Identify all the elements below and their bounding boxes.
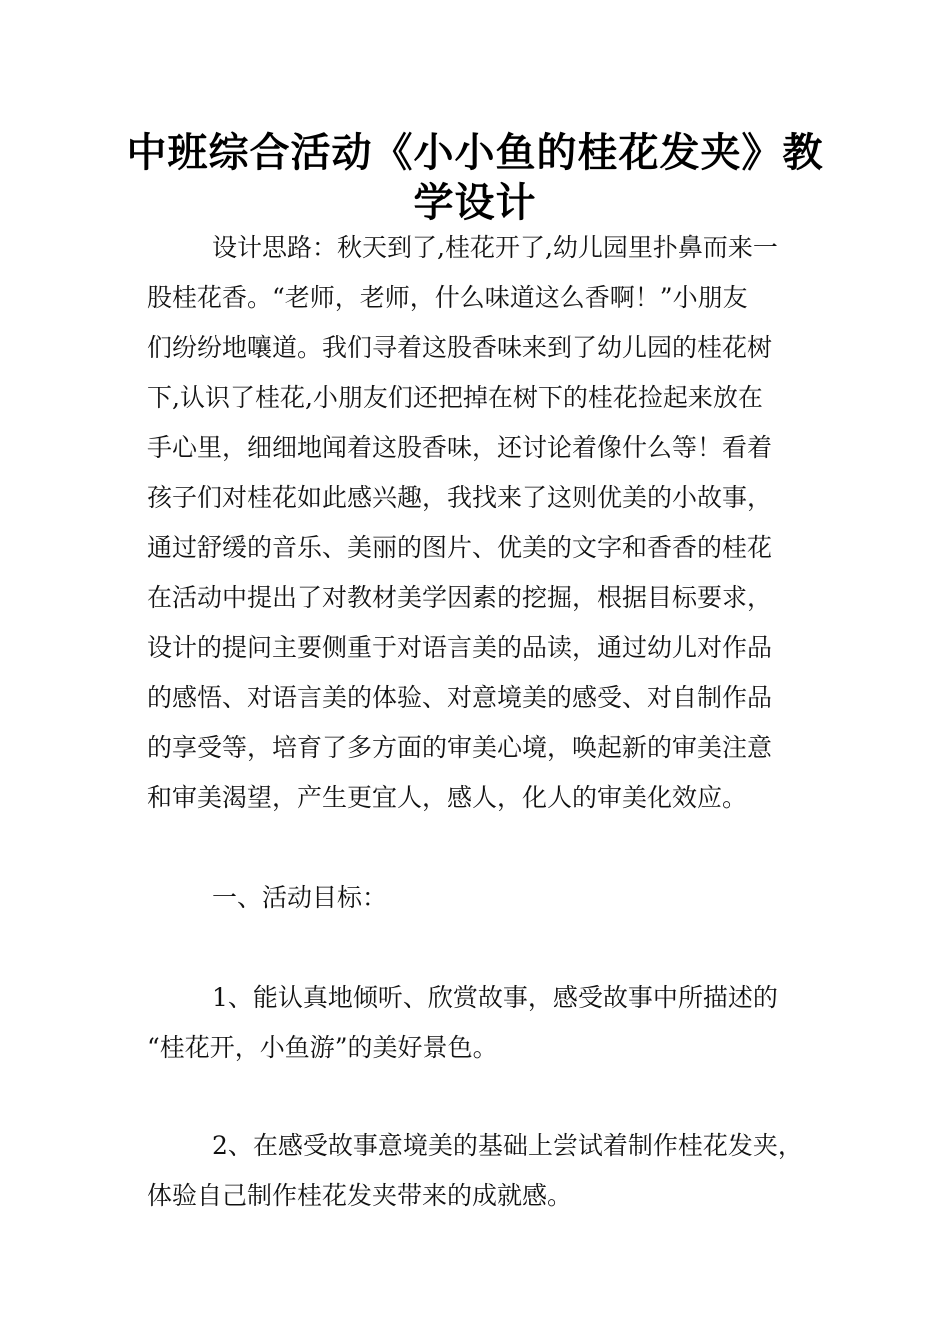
design-paragraph-line: 股桂花香。“老师，老师，什么味道这么香啊！”小朋友 <box>147 283 748 312</box>
section-heading: 一、活动目标： <box>212 883 388 912</box>
design-paragraph-line: 在活动中提出了对教材美学因素的挖掘，根据目标要求， <box>147 583 773 612</box>
goal-2-line: 2、在感受故事意境美的基础上尝试着制作桂花发夹， <box>212 1131 803 1160</box>
design-paragraph-line: 手心里，细细地闻着这股香味，还讨论着像什么等！看着 <box>147 433 773 462</box>
goal-2-line: 体验自己制作桂花发夹带来的成就感。 <box>147 1181 573 1210</box>
design-paragraph-line: 设计的提问主要侧重于对语言美的品读，通过幼儿对作品 <box>147 633 773 662</box>
design-paragraph-line: 的享受等，培育了多方面的审美心境，唤起新的审美注意 <box>147 733 773 762</box>
goal-1-line: 1、能认真地倾听、欣赏故事，感受故事中所描述的 <box>212 983 778 1012</box>
design-paragraph-line: 孩子们对桂花如此感兴趣，我找来了这则优美的小故事， <box>147 483 773 512</box>
design-paragraph-line: 通过舒缓的音乐、美丽的图片、优美的文字和香香的桂花 <box>147 533 773 562</box>
design-paragraph-line: 的感悟、对语言美的体验、对意境美的感受、对自制作品 <box>147 683 773 712</box>
document-title-line-2: 学设计 <box>413 180 537 226</box>
goal-1-line: “桂花开，小鱼游”的美好景色。 <box>147 1033 498 1062</box>
design-paragraph-line: 们纷纷地嚷道。我们寻着这股香味来到了幼儿园的桂花树 <box>147 333 773 362</box>
design-paragraph-line: 设计思路：秋天到了,桂花开了,幼儿园里扑鼻而来一 <box>212 233 778 262</box>
document-title-line-1: 中班综合活动《小小鱼的桂花发夹》教 <box>126 130 824 176</box>
design-paragraph-line: 下,认识了桂花,小朋友们还把掉在树下的桂花捡起来放在 <box>147 383 763 412</box>
design-paragraph-line: 和审美渴望，产生更宜人，感人，化人的审美化效应。 <box>147 783 748 812</box>
